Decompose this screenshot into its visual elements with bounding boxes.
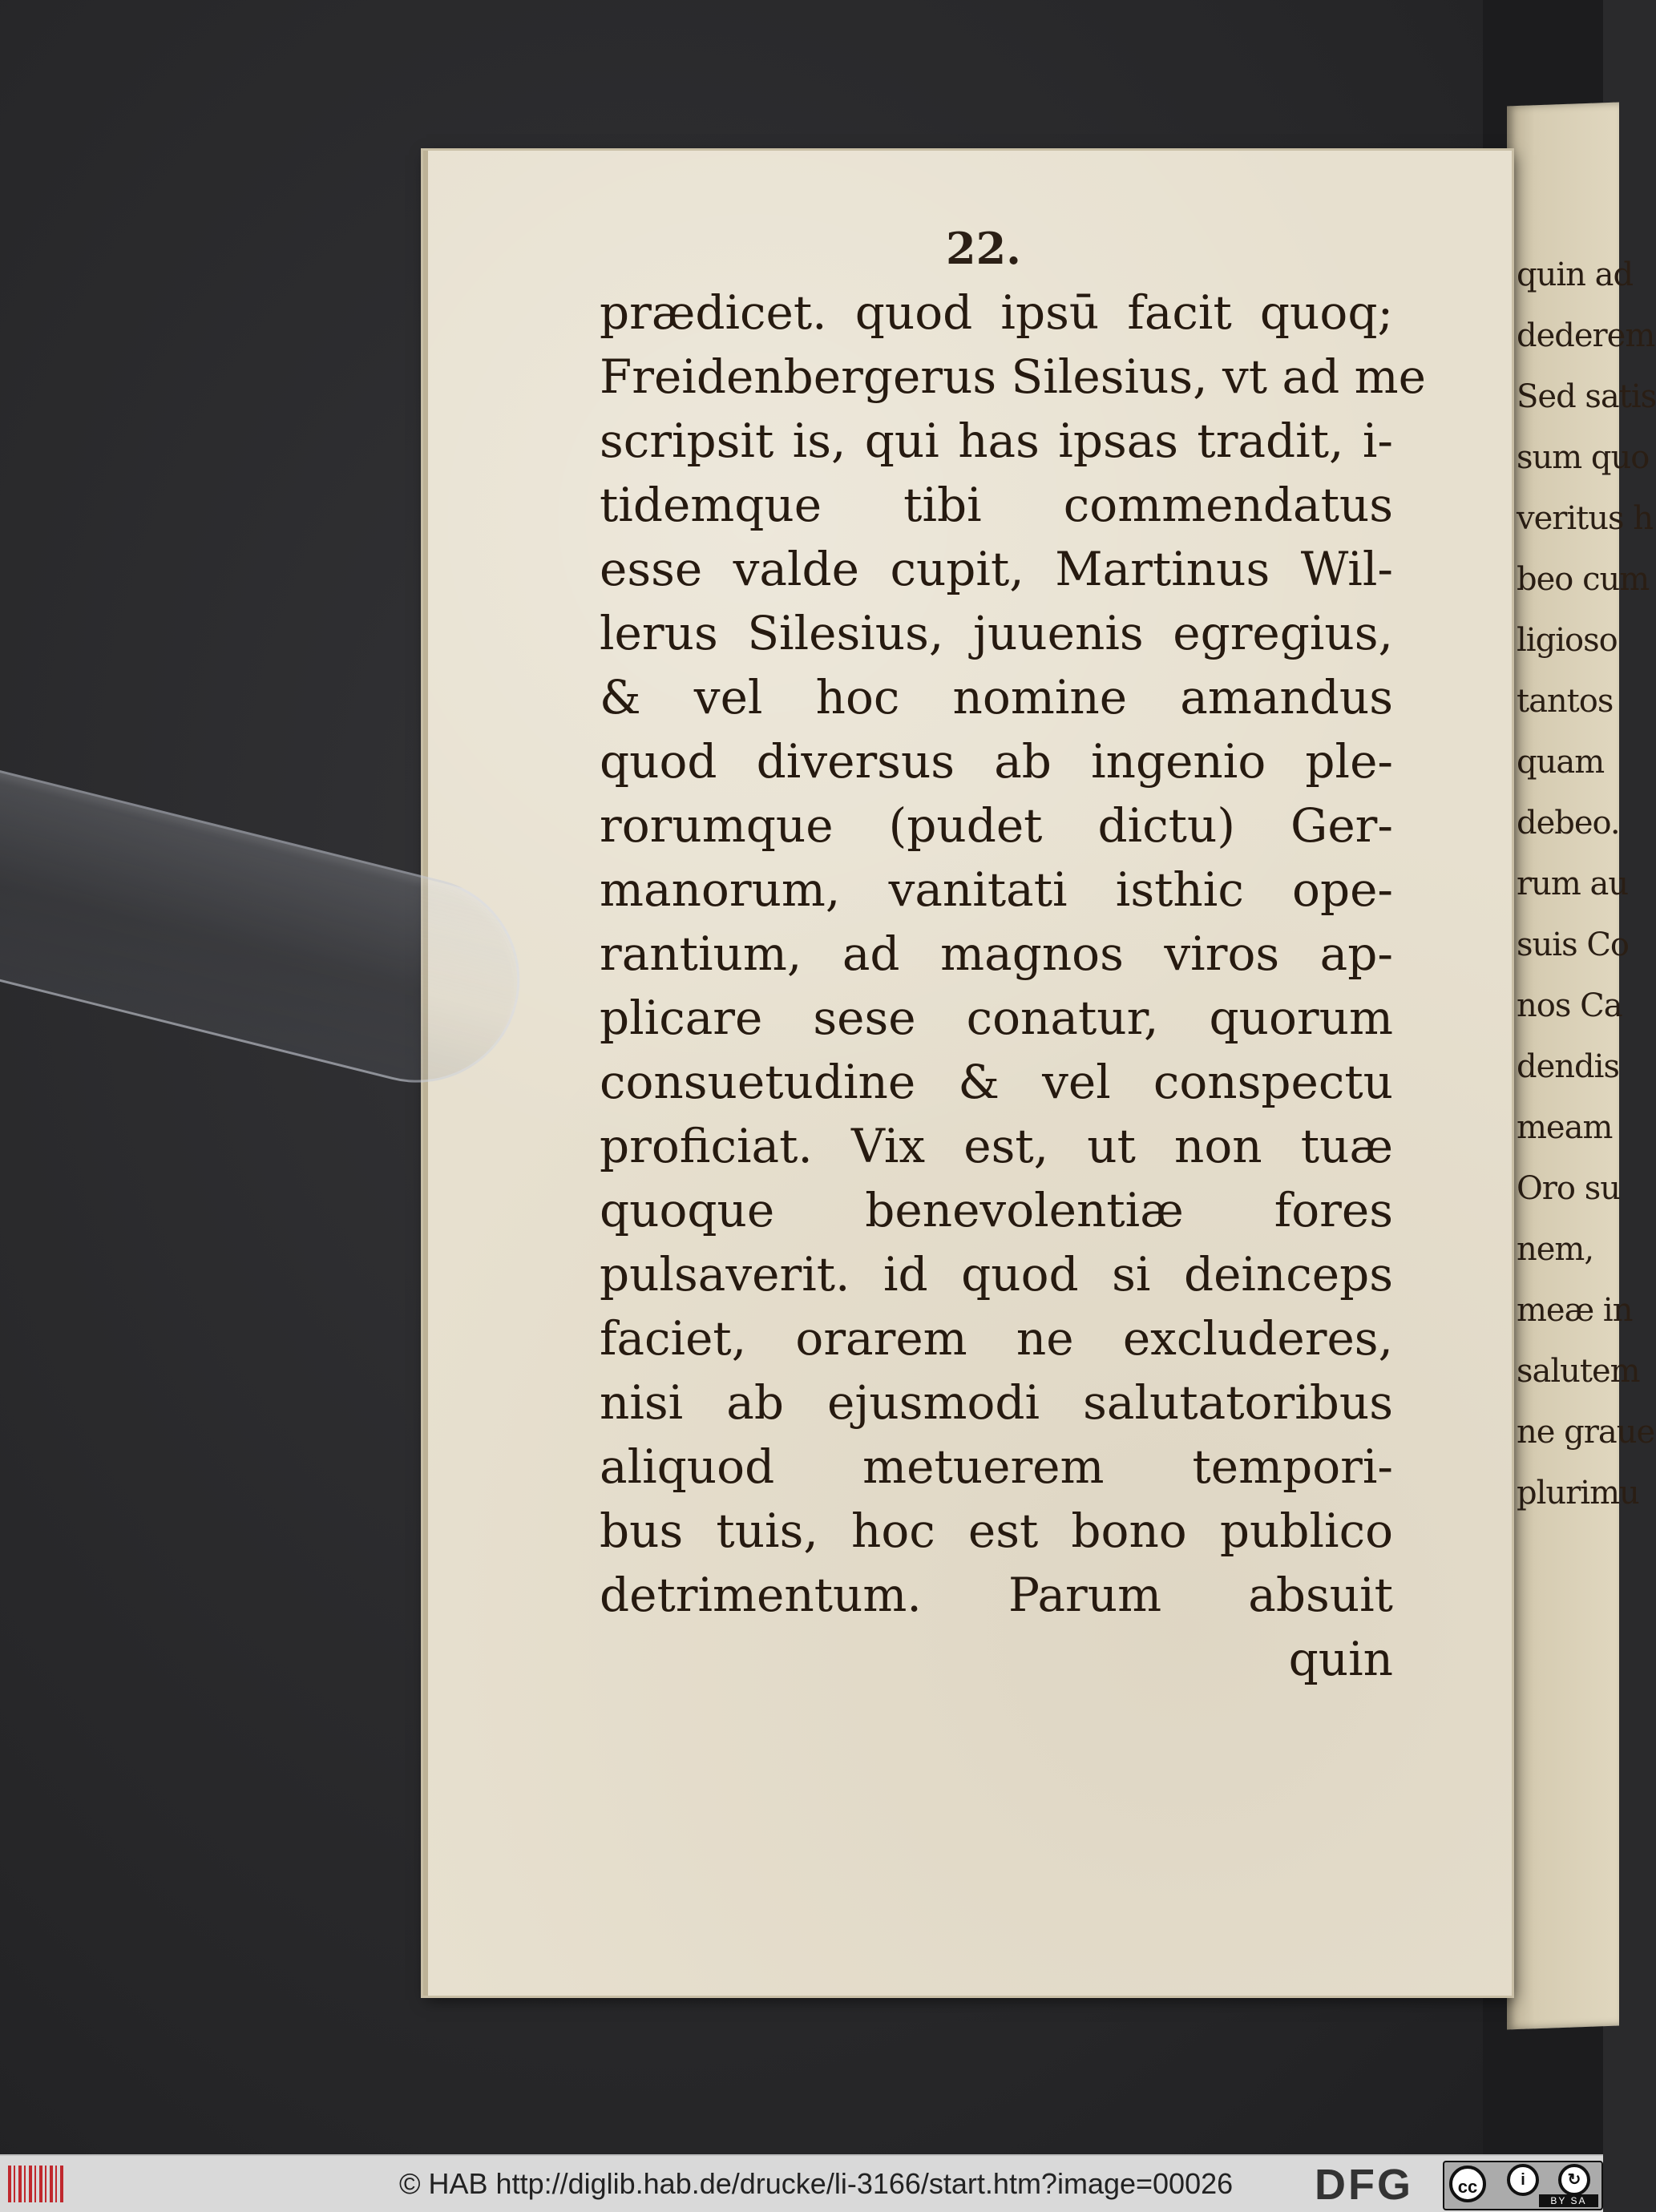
text-line: Freidenbergerus Silesius, vt ad me <box>600 349 1427 404</box>
library-barcode-icon <box>8 2166 64 2202</box>
text-line: manorum, vanitati isthic ope- <box>600 862 1393 917</box>
adjacent-text-line: tantos <box>1517 683 1614 720</box>
adjacent-text-line: ligioso <box>1517 622 1618 659</box>
text-line: esse valde cupit, Martinus Wil- <box>600 542 1393 596</box>
adjacent-text-line: quin ad <box>1517 256 1634 293</box>
adjacent-text-line: sum quo <box>1517 439 1650 476</box>
adjacent-text-line: dendis <box>1517 1048 1619 1085</box>
text-line: detrimentum. Parum absuit <box>600 1568 1393 1622</box>
cc-license-badge[interactable] <box>1443 2161 1603 2210</box>
adjacent-text-line: salutem <box>1517 1353 1640 1390</box>
adjacent-text-line: debeo. <box>1517 805 1620 842</box>
text-line: faciet, orarem ne excluderes, <box>600 1311 1393 1366</box>
page-number: 22. <box>946 223 1021 274</box>
adjacent-text-line: beo cum <box>1517 561 1650 598</box>
license-label: BY SA <box>1539 2194 1598 2207</box>
text-line: pulsaverit. id quod si deinceps <box>600 1247 1393 1302</box>
text-line: & vel hoc nomine amandus <box>600 670 1393 725</box>
text-line: rantium, ad magnos viros ap- <box>600 926 1393 981</box>
text-line: prædicet. quod ipsū facit quoq; <box>600 285 1393 340</box>
text-line: quin <box>1288 1632 1393 1686</box>
text-line: proficiat. Vix est, ut non tuæ <box>600 1119 1393 1173</box>
adjacent-text-line: meam <box>1517 1109 1613 1146</box>
adjacent-text-line: quam <box>1517 744 1605 781</box>
copyright-link[interactable]: © HAB http://diglib.hab.de/drucke/li-3166/start.htm?image=00026 <box>399 2167 1234 2200</box>
text-line: scripsit is, qui has ipsas tradit, i- <box>600 414 1393 468</box>
cc-icon: cc <box>1449 2166 1486 2202</box>
adjacent-text-line: suis Co <box>1517 926 1630 963</box>
adjacent-text-line: nos Ca <box>1517 987 1622 1024</box>
adjacent-text-line: Sed satis <box>1517 378 1656 415</box>
text-line: lerus Silesius, juuenis egregius, <box>600 606 1393 660</box>
text-line: aliquod metuerem tempori- <box>600 1439 1393 1494</box>
text-line: consuetudine & vel conspectu <box>600 1055 1393 1109</box>
by-attribution-icon: i <box>1507 2164 1539 2196</box>
text-line: quoque benevolentiæ fores <box>600 1183 1393 1237</box>
adjacent-text-line: ne graue <box>1517 1414 1655 1451</box>
text-line: nisi ab ejusmodi salutatoribus <box>600 1375 1393 1430</box>
text-line: quod diversus ab ingenio ple- <box>600 734 1393 789</box>
dfg-logo: DFG <box>1315 2161 1413 2209</box>
text-line: rorumque (pudet dictu) Ger- <box>600 798 1393 853</box>
share-alike-icon: ↻ <box>1558 2164 1590 2196</box>
adjacent-text-line: Oro su <box>1517 1170 1620 1207</box>
adjacent-text-line: nem, <box>1517 1231 1594 1268</box>
adjacent-text-line: meæ in <box>1517 1292 1633 1329</box>
text-line: tidemque tibi commendatus <box>600 478 1393 532</box>
adjacent-text-line: dederem <box>1517 317 1655 354</box>
adjacent-text-line: plurimu <box>1517 1475 1639 1512</box>
adjacent-text-line: veritus h <box>1517 500 1654 537</box>
adjacent-text-line: rum au <box>1517 866 1629 902</box>
text-line: bus tuis, hoc est bono publico <box>600 1504 1393 1558</box>
footer-bar <box>0 2154 1603 2212</box>
text-line: plicare sese conatur, quorum <box>600 991 1393 1045</box>
